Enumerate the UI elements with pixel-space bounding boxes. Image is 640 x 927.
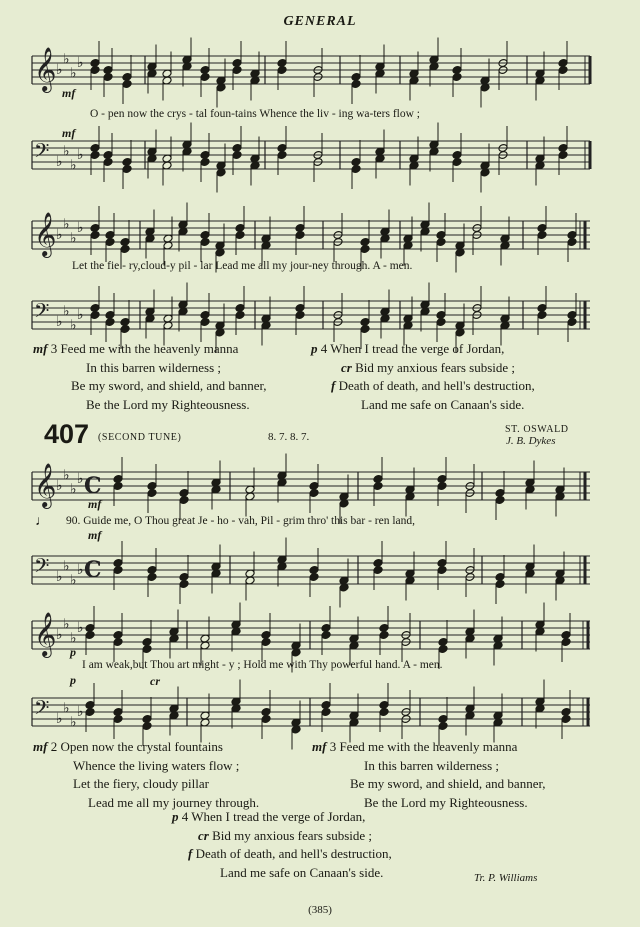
hymn407-system1-bass-staff [0,540,640,600]
composer: J. B. Dykes [506,435,556,447]
flat-icon: ♭ [56,711,63,727]
flat-icon: ♭ [70,230,77,247]
flat-icon: ♭ [77,471,84,487]
flat-icon: ♭ [63,558,70,575]
flat-icon: ♭ [63,616,70,633]
dynamic-marking: mf [33,341,48,356]
verse-line: cr Bid my anxious fears subside ; [198,827,373,843]
dynamic-marking: cr [150,674,160,688]
verse-block-left [33,340,267,414]
page-header: GENERAL [283,14,357,29]
verse-line: Land me safe on Canaan's side. [220,864,384,880]
flat-icon: ♭ [77,620,84,636]
verse-block-center [172,808,392,882]
flat-icon: ♭ [63,303,70,320]
treble-clef-icon: 𝄞 [34,463,57,507]
verse-line: cr Bid my anxious fears subside ; [341,359,516,375]
treble-clef-icon: 𝄞 [34,212,57,256]
hymn407-system2-treble-staff [0,605,640,665]
lyrics-line: I am weak,but Thou art might - y ; Hold me with Thy powerful hand. A - men. [82,659,443,671]
flat-icon: ♭ [70,714,77,731]
flat-icon: ♭ [70,572,77,589]
verse-line: f Death of death, and hell's destruction, [188,846,392,861]
flat-icon: ♭ [63,216,70,233]
flat-icon: ♭ [56,627,63,643]
hymn407-system2-bass-staff [0,682,640,742]
verse-line: Lead me all my journey through. [88,794,260,810]
flat-icon: ♭ [70,630,77,647]
verse-line: Let the fiery, cloudy pillar [73,776,209,791]
flat-icon: ♭ [63,143,70,160]
flat-icon: ♭ [77,55,84,71]
common-time-icon: C [84,557,102,583]
verse-line: Be the Lord my Righteousness. [364,794,528,810]
dynamic-marking: mf [62,126,76,140]
flat-icon: ♭ [70,481,77,498]
lyrics-line: O - pen now the crys - tal foun-tains Whence the liv - ing wa-ters flow ; [90,108,420,120]
flat-icon: ♭ [77,220,84,236]
bass-clef-icon: 𝄢 [34,554,50,582]
dynamic-marking: mf [88,528,102,542]
verse-line: Be my sword, and shield, and banner, [350,776,546,791]
verse-line: p 4 When I tread the verge of Jordan, [172,809,366,824]
verse-line: Be my sword, and shield, and banner, [71,378,267,393]
verse-line: f Death of death, and hell's destruction, [331,378,535,393]
tune-name: ST. OSWALD [505,424,569,435]
flat-icon: ♭ [56,478,63,494]
flat-icon: ♭ [63,700,70,717]
quarter-note-icon: ♩ [35,514,49,529]
bass-clef-icon: 𝄢 [34,139,50,167]
dynamic-marking: mf [88,497,102,511]
dynamic-marking: mf [62,86,76,100]
flat-icon: ♭ [77,704,84,720]
flat-icon: ♭ [56,62,63,78]
verse-line: Whence the living waters flow ; [73,757,240,773]
dynamic-marking: p [70,645,76,659]
hymn1-system2-treble-staff [0,205,640,265]
tune-note: (SECOND TUNE) [98,432,182,443]
flat-icon: ♭ [63,467,70,484]
verse-line: Be the Lord my Righteousness. [86,396,250,412]
verse-line: In this barren wilderness ; [364,757,500,773]
flat-icon: ♭ [70,65,77,82]
hymn1-system1-bass-staff [0,125,640,185]
flat-icon: ♭ [70,157,77,174]
verse-line: p 4 When I tread the verge of Jordan, [311,341,505,356]
verse-block-left [33,738,259,812]
dynamic-marking: p [70,673,76,687]
bass-clef-icon: 𝄢 [34,696,50,724]
flat-icon: ♭ [77,147,84,163]
flat-icon: ♭ [77,562,84,578]
flat-icon: ♭ [63,51,70,68]
lyrics-line: 90. Guide me, O Thou great Je - ho - vah, Pil - grim thro' this bar - ren land, [66,515,416,527]
lyrics-line: Let the fie - ry,cloud-y pil - lar Lead me all my jour-ney through. A - men. [72,260,413,272]
treble-clef-icon: 𝄞 [34,612,57,656]
flat-icon: ♭ [56,227,63,243]
verse-line: mf 3 Feed me with the heavenly manna [312,739,518,754]
flat-icon: ♭ [77,307,84,323]
flat-icon: ♭ [56,314,63,330]
verse-line: In this barren wilderness ; [86,359,222,375]
flat-icon: ♭ [70,317,77,334]
meter: 8. 7. 8. 7. [268,431,310,443]
flat-icon: ♭ [56,154,63,170]
treble-clef-icon: 𝄞 [34,47,57,91]
flat-icon: ♭ [56,569,63,585]
bass-clef-icon: 𝄢 [34,299,50,327]
page-number: (385) [308,904,332,916]
verse-line: mf 3 Feed me with the heavenly manna [33,341,239,356]
hymn1-system2-bass-staff [0,285,640,345]
common-time-icon: C [84,473,102,499]
translator-credit: Tr. P. Williams [474,872,538,884]
verse-line: mf 2 Open now the crystal fountains [33,739,223,754]
verse-line: Land me safe on Canaan's side. [361,396,525,412]
hymn-number: 407 [44,419,90,449]
verse-block-right [311,340,535,414]
verse-block-right [312,738,546,812]
hymn1-system1-treble-staff [0,40,640,100]
